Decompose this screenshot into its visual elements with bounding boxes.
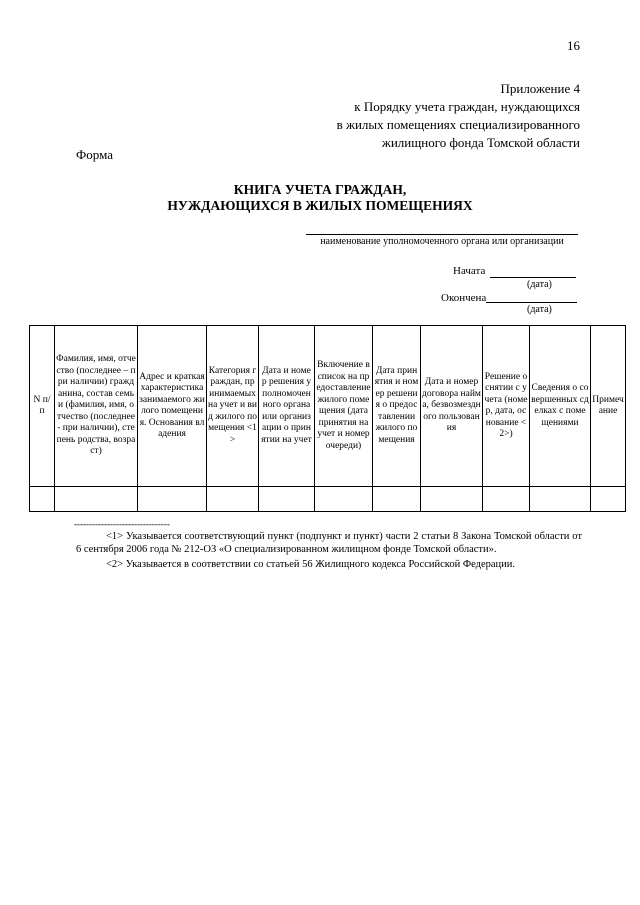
page-number: 16 xyxy=(567,38,580,53)
header-transactions: Сведения о совершенных сделках с помещениями xyxy=(530,326,591,487)
table-cell xyxy=(55,487,138,512)
header-category: Категория граждан, принимаемых на учет и вид жилого помещения <1> xyxy=(207,326,259,487)
registry-table xyxy=(29,325,626,512)
organization-line xyxy=(306,234,578,235)
appendix-line: жилищного фонда Томской области xyxy=(381,135,580,150)
footnote-separator: -------------------------------- xyxy=(74,519,170,529)
footnote-1: <1> Указывается соответствующий пункт (подпункт и пункт) части 2 статьи 8 Закона Томской области от 6 сентября 2006 года № 212-ОЗ «О специализированном жилищном фонде Томской области». xyxy=(76,531,582,555)
title-line: НУЖДАЮЩИХСЯ В ЖИЛЫХ ПОМЕЩЕНИЯХ xyxy=(167,198,473,213)
date-caption: (дата) xyxy=(527,279,552,290)
header-full-name: Фамилия, имя, отчество (последнее – при наличии) гражданина, состав семьи (фамилия, имя, отчество (последнее - при наличии), степень родства, возраст) xyxy=(55,326,138,487)
table-header-row xyxy=(30,326,626,487)
header-registration-decision: Дата и номер решения уполномоченного органа или организации о принятии на учет xyxy=(259,326,315,487)
document-title xyxy=(0,182,640,214)
table-cell xyxy=(591,487,626,512)
organization-caption: наименование уполномоченного органа или организации xyxy=(320,236,564,247)
header-list-inclusion: Включение в список на предоставление жилого помещения (дата принятия на учет и номер очереди) xyxy=(315,326,373,487)
appendix-line: в жилых помещениях специализированного xyxy=(336,117,580,132)
header-address: Адрес и краткая характеристика занимаемого жилого помещения. Основания владения xyxy=(138,326,207,487)
ended-label: Окончена xyxy=(441,292,487,304)
header-provision-decision: Дата принятия и номер решения о предоставлении жилого помещения xyxy=(373,326,421,487)
ended-date-line xyxy=(486,302,577,303)
date-caption: (дата) xyxy=(527,304,552,315)
header-notes: Примечание xyxy=(591,326,626,487)
table-cell xyxy=(138,487,207,512)
table-cell xyxy=(373,487,421,512)
appendix-line: к Порядку учета граждан, нуждающихся xyxy=(354,99,580,114)
header-number: N п/п xyxy=(30,326,55,487)
table-cell xyxy=(530,487,591,512)
table-cell xyxy=(30,487,55,512)
table-cell xyxy=(421,487,483,512)
appendix-line: Приложение 4 xyxy=(500,81,580,96)
header-contract: Дата и номер договора найма, безвозмездного пользования xyxy=(421,326,483,487)
header-deregistration: Решение о снятии с учета (номер, дата, основание <2>) xyxy=(483,326,530,487)
title-line: КНИГА УЧЕТА ГРАЖДАН, xyxy=(233,182,407,197)
table-cell xyxy=(315,487,373,512)
started-date-line xyxy=(490,277,576,278)
footnote-2: <2> Указывается в соответствии со статьей 56 Жилищного кодекса Российской Федерации. xyxy=(106,559,516,570)
table-cell xyxy=(483,487,530,512)
table-cell xyxy=(259,487,315,512)
table-row xyxy=(30,487,626,512)
table-cell xyxy=(207,487,259,512)
started-label: Начата xyxy=(453,265,486,277)
form-label: Форма xyxy=(76,147,113,162)
appendix-note xyxy=(337,80,580,152)
